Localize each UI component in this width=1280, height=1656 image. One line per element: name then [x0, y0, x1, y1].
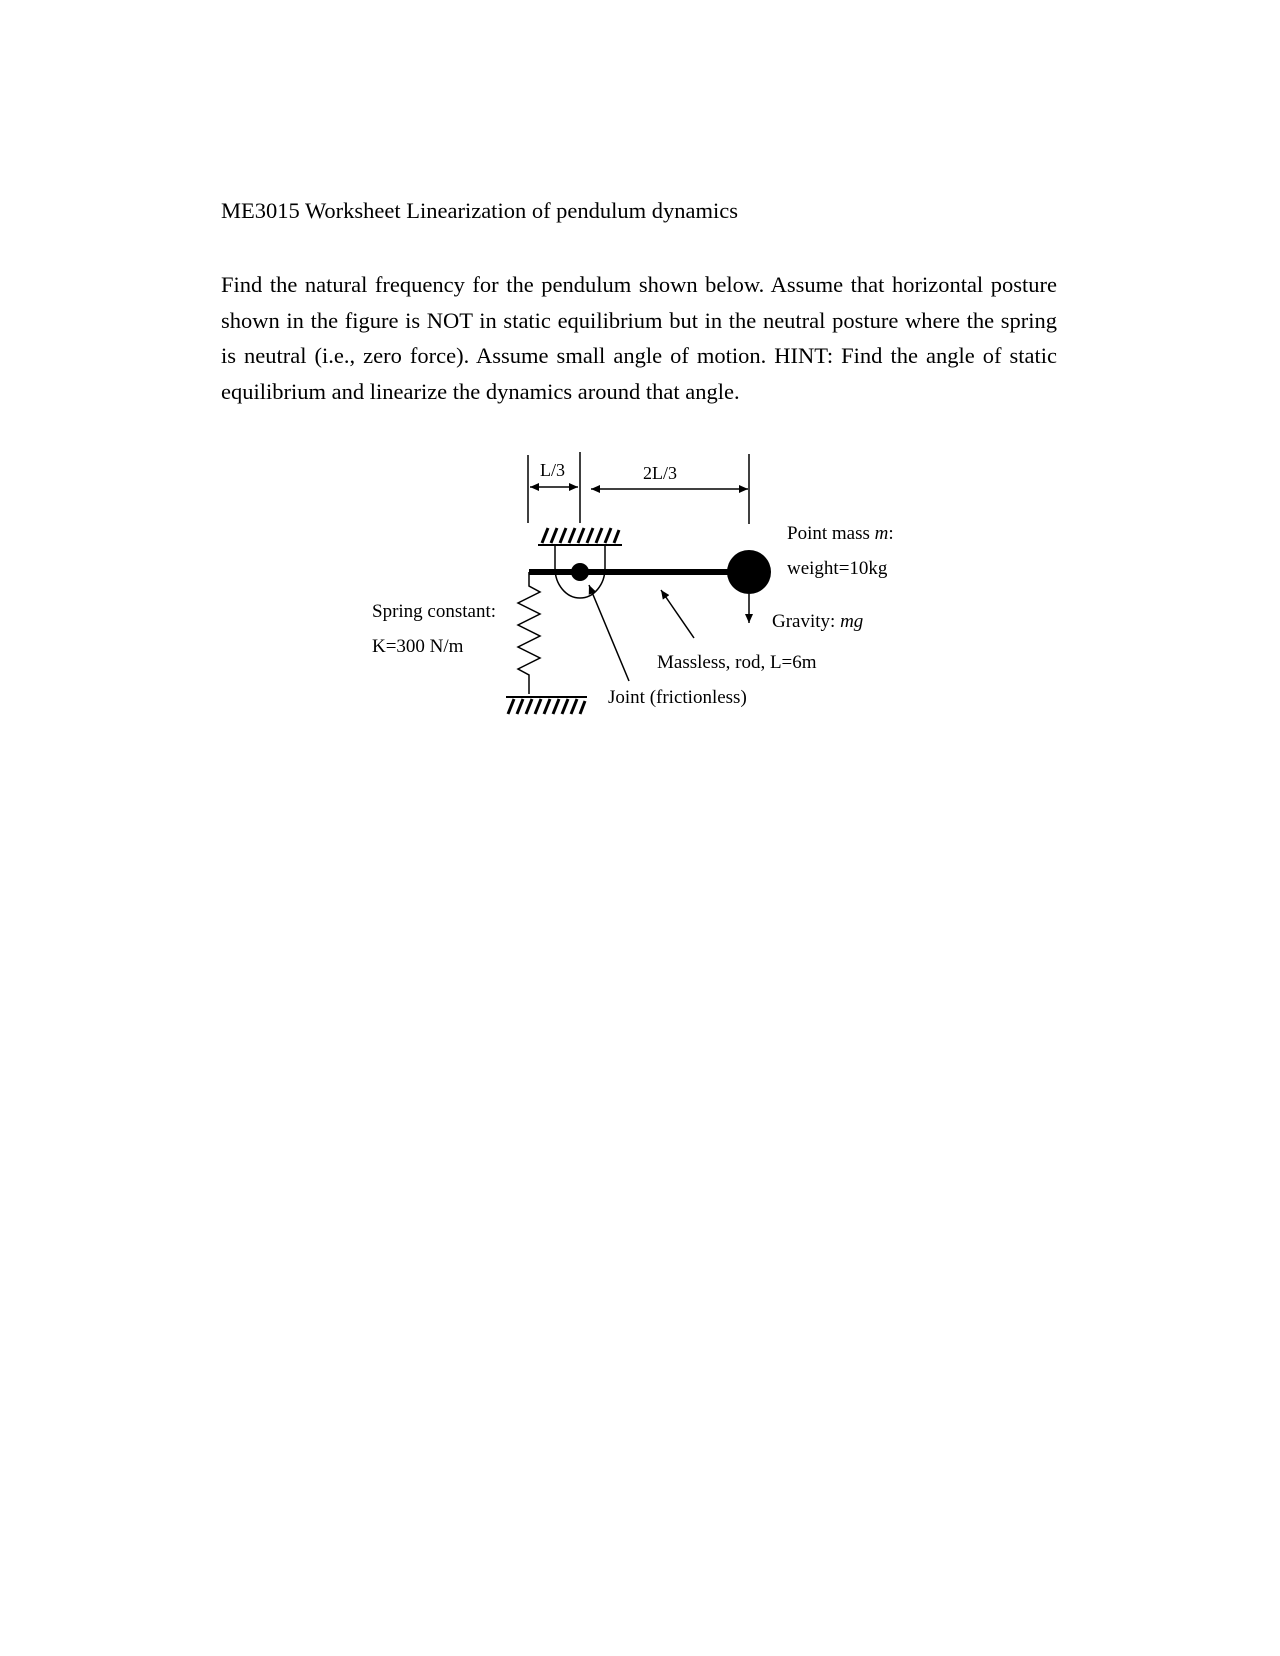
mass-symbol: m: [874, 523, 889, 544]
rod-label: Massless, rod, L=6m: [657, 652, 817, 673]
rod-leader: [661, 590, 694, 638]
page-title: ME3015 Worksheet Linearization of pendulum dynamics: [221, 198, 739, 223]
joint-label: Joint (frictionless): [608, 687, 747, 708]
point-mass: [727, 550, 771, 594]
mass-colon: :: [888, 523, 894, 544]
problem-statement: Find the natural frequency for the pendulum shown below. Assume that horizontal posture shown in the figure is NOT in static equilibrium but in the neutral posture where the spring is neutral (i.e., zero force). Assume small angle of motion. HINT: Find the angle of static equilibrium and linearize the dynamics around that angle.: [221, 272, 1057, 404]
joint-leader: [589, 585, 629, 681]
gravity-label: [772, 611, 863, 632]
gravity-symbol: mg: [840, 611, 864, 632]
dim-short-label: L/3: [540, 460, 565, 480]
dim-long-label: 2L/3: [643, 463, 677, 483]
mass-label-text: Point mass: [787, 523, 870, 544]
pivot-joint: [571, 563, 589, 581]
bottom-ground-hatch: [508, 699, 585, 714]
weight-label: weight=10kg: [787, 558, 888, 579]
top-ground-hatch: [542, 528, 619, 543]
gravity-label-text: Gravity:: [772, 611, 836, 632]
spring-value: K=300 N/m: [372, 636, 464, 657]
mass-label: [787, 523, 894, 544]
spring-label: Spring constant:: [372, 601, 497, 622]
spring: [518, 572, 540, 694]
